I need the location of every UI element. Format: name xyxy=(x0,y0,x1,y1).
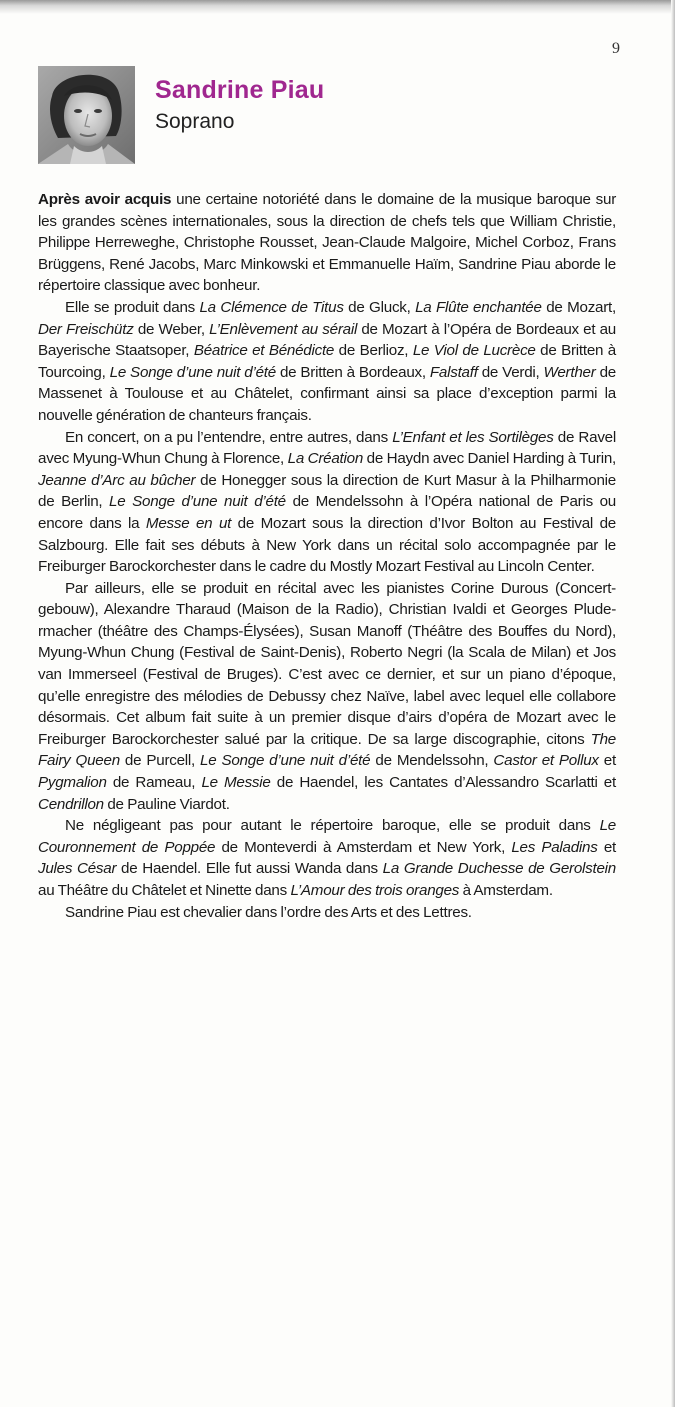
bio-paragraph-1 xyxy=(38,189,616,297)
work-title: La Création xyxy=(287,450,364,468)
bio-text: Elle se produit dans xyxy=(65,298,200,316)
page-number: 9 xyxy=(612,40,620,57)
bio-text: Par ailleurs, elle se produit en récital avec les pianistes Corine Durous (Concert-gebouw), Alexandre Tharaud (Maison de la Radio), Christian Ivaldi et Georges Plude-rmacher (théâtre des Champs-Élysées), Susan Manoff (Théâtre des Bouffes du Nord), Myung-Whun Chung (Festival de Saint-Denis), Roberto Negri (la Scala de Milan) et Jos van Immerseel (Festival de Bruges). C’est avec ce dernier, et sur un piano d’époque, qu’elle enregistre des mélodies de Debussy chez Naïve, label avec lequel elle collabore désormais. Cet album fait suite à un premier disque d’airs d’opéra de Mozart avec le Freiburger Barockorchester salué par la critique. De sa large discographie, citons xyxy=(38,579,616,748)
bio-text: de Monteverdi à Amsterdam et New York, xyxy=(215,838,512,856)
bio-text: de Mozart sous la direction d’Ivor Bolton au Festival de Salzbourg. Elle fait ses débuts à New York dans un récital solo accompagnée par le Freiburger Barockorchester dans le cadre du Mostly Mozart Festival au Lincoln Center. xyxy=(38,514,617,576)
artist-role: Soprano xyxy=(155,110,235,133)
bio-text: de Gluck, xyxy=(343,298,416,316)
bio-text: de Honegger sous la direction de Kurt Masur à la Philharmonie de Berlin, xyxy=(38,471,617,511)
bio-text: une certaine notoriété dans le domaine de la musique baroque sur les grandes scènes internationales, sous la direction de chefs tels que William Christie, Philippe Herreweghe, Christophe Rousset, Jean-Claude Malgoire, Michel Corboz, Frans Brüggens, René Jacobs, Marc Minkowski et Emmanuelle Haïm, Sandrine Piau aborde le répertoire classique avec bonheur. xyxy=(38,191,616,295)
bio-text: de Verdi, xyxy=(477,363,544,381)
work-title: L’Enlèvement au sérail xyxy=(209,320,358,338)
work-title: Les Paladins xyxy=(511,838,598,856)
work-title: Béatrice et Bénédicte xyxy=(193,342,335,360)
bio-lead: Après avoir acquis xyxy=(38,191,172,208)
bio-text: de Britten à Tourcoing, xyxy=(38,342,617,381)
bio-text: de Ravel avec Myung-Whun Chung à Florence, xyxy=(38,428,616,468)
biography-text xyxy=(38,189,616,923)
scan-top-edge xyxy=(0,0,675,14)
work-title: La Grande Duchesse de Gerolstein xyxy=(382,860,617,878)
work-title: Le Songe d’une nuit d’été xyxy=(200,752,371,770)
work-title: Le Viol de Lucrèce xyxy=(412,342,536,360)
bio-paragraph-3 xyxy=(38,427,616,578)
work-title: Jeanne d’Arc au bûcher xyxy=(38,471,196,489)
bio-text: de Mendelssohn à l’Opéra national de Paris ou encore dans la xyxy=(38,493,616,532)
bio-text: et xyxy=(598,752,616,770)
bio-text: de Rameau, xyxy=(106,774,202,792)
bio-text: de Mendelssohn, xyxy=(370,752,494,770)
bio-text: En concert, on a pu l’entendre, entre autres, dans xyxy=(65,428,393,446)
work-title: La Flûte enchantée xyxy=(415,298,542,316)
work-title: La Clémence de Titus xyxy=(199,298,344,316)
bio-text: de Mozart à l’Opéra de Bordeaux et au Bayerische Staatsoper, xyxy=(38,320,617,360)
bio-text: de Berlioz, xyxy=(334,342,413,360)
work-title: Le Messie xyxy=(201,774,271,792)
bio-text: Ne négligeant pas pour autant le répertoire baroque, elle se produit dans xyxy=(65,817,600,835)
bio-paragraph-6: Sandrine Piau est chevalier dans l’ordre des Arts et des Lettres. xyxy=(65,903,472,921)
bio-text: de Purcell, xyxy=(119,752,201,770)
work-title: Messe en ut xyxy=(145,514,232,532)
work-title: Werther xyxy=(543,363,596,381)
bio-paragraph-2 xyxy=(38,297,616,427)
work-title: Le Songe d’une nuit d’été xyxy=(109,363,276,381)
bio-text: de Haendel, les Cantates d’Alessandro Scarlatti et xyxy=(270,774,616,792)
bio-text: et xyxy=(597,838,617,856)
work-title: Castor et Pollux xyxy=(493,752,599,770)
work-title: Pygmalion xyxy=(38,774,107,792)
portrait-photo-icon xyxy=(38,66,135,164)
work-title: L’Enfant et les Sortilèges xyxy=(392,428,554,446)
bio-text: de Haendel. Elle fut aussi Wanda dans xyxy=(116,860,383,878)
work-title: L’Amour des trois oranges xyxy=(290,882,460,899)
work-title: The Fairy Queen xyxy=(38,730,616,770)
work-title: Jules César xyxy=(38,860,117,878)
work-title: Falstaff xyxy=(429,363,478,381)
bio-text: de Haydn avec Daniel Harding à Turin, xyxy=(363,450,616,468)
bio-text: de Mozart, xyxy=(541,298,616,316)
bio-paragraph-5 xyxy=(38,815,616,901)
bio-text: de Weber, xyxy=(133,320,210,338)
bio-text: de Britten à Bordeaux, xyxy=(275,363,430,381)
work-title: Le Couronnement de Poppée xyxy=(38,817,616,856)
bio-text: au Théâtre du Châtelet et Ninette dans xyxy=(38,882,291,899)
bio-text: de Pauline Viardot. xyxy=(103,795,230,813)
bio-text: à Amsterdam. xyxy=(459,882,553,899)
scan-right-edge xyxy=(671,0,675,1407)
work-title: Der Freischütz xyxy=(38,320,134,338)
work-title: Le Songe d’une nuit d’été xyxy=(109,493,286,511)
artist-name: Sandrine Piau xyxy=(155,76,325,104)
bio-text: de Massenet à Toulouse et au Châtelet, confirmant ainsi sa place d’exception parmi la nouvelle génération de chanteurs français. xyxy=(38,363,616,424)
work-title: Cendrillon xyxy=(38,795,104,813)
bio-paragraph-4 xyxy=(38,578,616,816)
